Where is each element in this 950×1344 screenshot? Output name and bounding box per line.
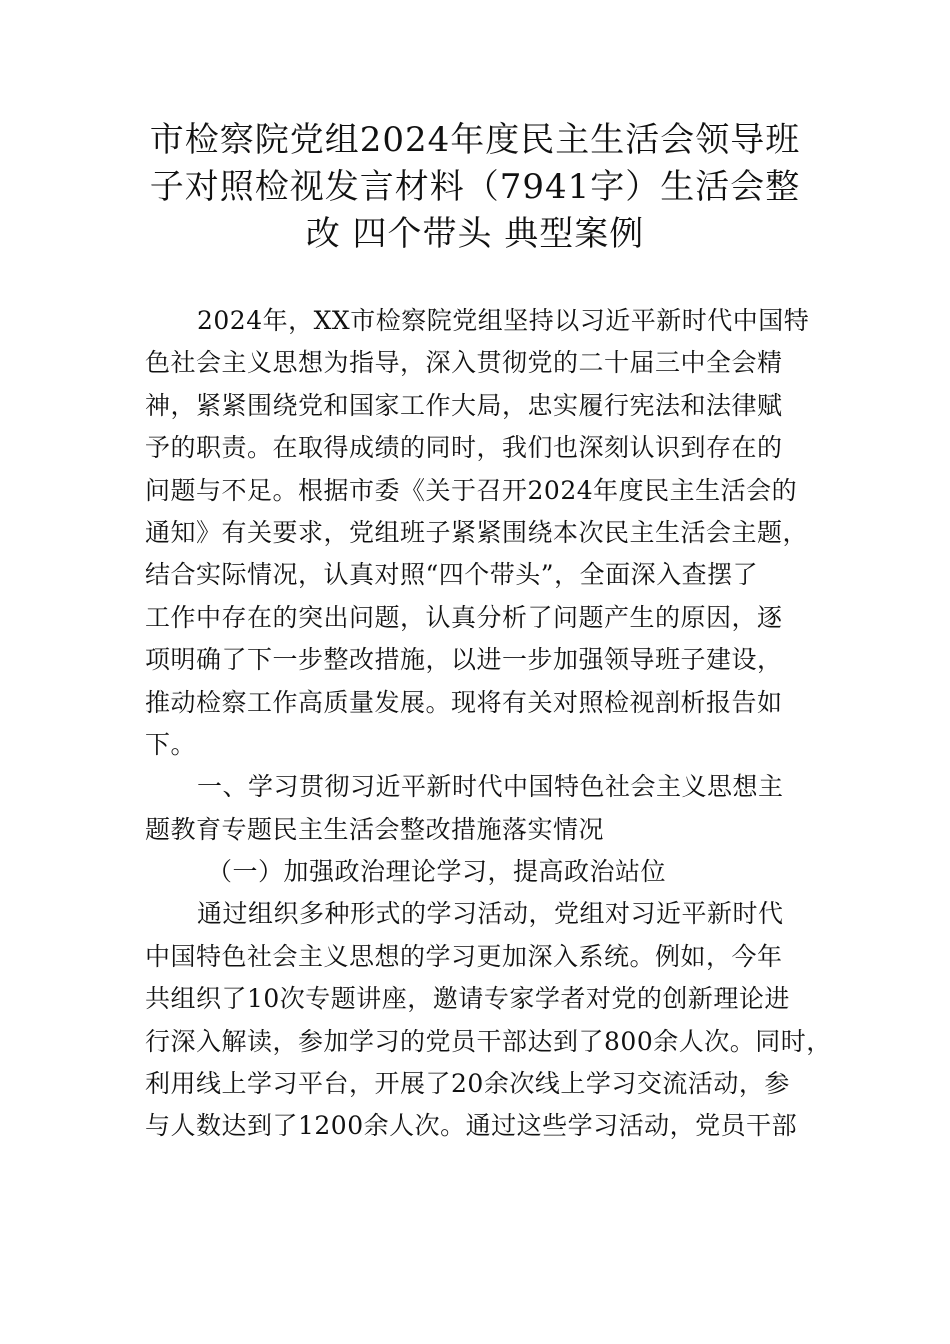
paragraph-line: 予的职责。在取得成绩的同时，我们也深刻认识到存在的 — [145, 433, 783, 463]
title-line-3: 改 四个带头 典型案例 — [305, 214, 645, 254]
paragraph-line: 通知》有关要求，党组班子紧紧围绕本次民主生活会主题， — [145, 517, 809, 547]
paragraph-line: 色社会主义思想为指导，深入贯彻党的二十届三中全会精 — [145, 348, 783, 378]
section-heading-line: 题教育专题民主生活会整改措施落实情况 — [145, 814, 605, 844]
paragraph-line: 通过组织多种形式的学习活动，党组对习近平新时代 — [197, 899, 784, 929]
paragraph-line: 行深入解读，参加学习的党员干部达到了800余人次。同时， — [145, 1026, 832, 1056]
paragraph-line: 中国特色社会主义思想的学习更加深入系统。例如，今年 — [145, 941, 783, 971]
paragraph-line: 项明确了下一步整改措施，以进一步加强领导班子建设， — [145, 645, 783, 675]
title-line-2: 子对照检视发言材料（7941字）生活会整 — [149, 167, 801, 207]
document-title — [130, 117, 820, 258]
paragraph-line: 结合实际情况，认真对照“四个带头”，全面深入查摆了 — [145, 560, 759, 590]
title-line-1: 市检察院党组2024年度民主生活会领导班 — [149, 120, 801, 160]
paragraph-line: 推动检察工作高质量发展。现将有关对照检视剖析报告如 — [145, 687, 783, 717]
paragraph-line: 下。 — [145, 729, 197, 759]
paragraph-line: 神，紧紧围绕党和国家工作大局，忠实履行宪法和法律赋 — [145, 390, 783, 420]
paragraph-line: 共组织了10次专题讲座，邀请专家学者对党的创新理论进 — [145, 984, 790, 1014]
document-body — [145, 300, 832, 1148]
subsection-heading: （一）加强政治理论学习，提高政治站位 — [207, 857, 667, 887]
paragraph-line: 与人数达到了1200余人次。通过这些学习活动，党员干部 — [145, 1111, 798, 1141]
section-heading-line: 一、学习贯彻习近平新时代中国特色社会主义思想主 — [197, 772, 784, 802]
paragraph-line: 利用线上学习平台，开展了20余次线上学习交流活动，参 — [145, 1069, 790, 1099]
paragraph-line: 工作中存在的突出问题，认真分析了问题产生的原因，逐 — [145, 602, 783, 632]
paragraph-line: 问题与不足。根据市委《关于召开2024年度民主生活会的 — [145, 475, 798, 505]
paragraph-line: 2024年，XX市检察院党组坚持以习近平新时代中国特 — [197, 306, 810, 335]
